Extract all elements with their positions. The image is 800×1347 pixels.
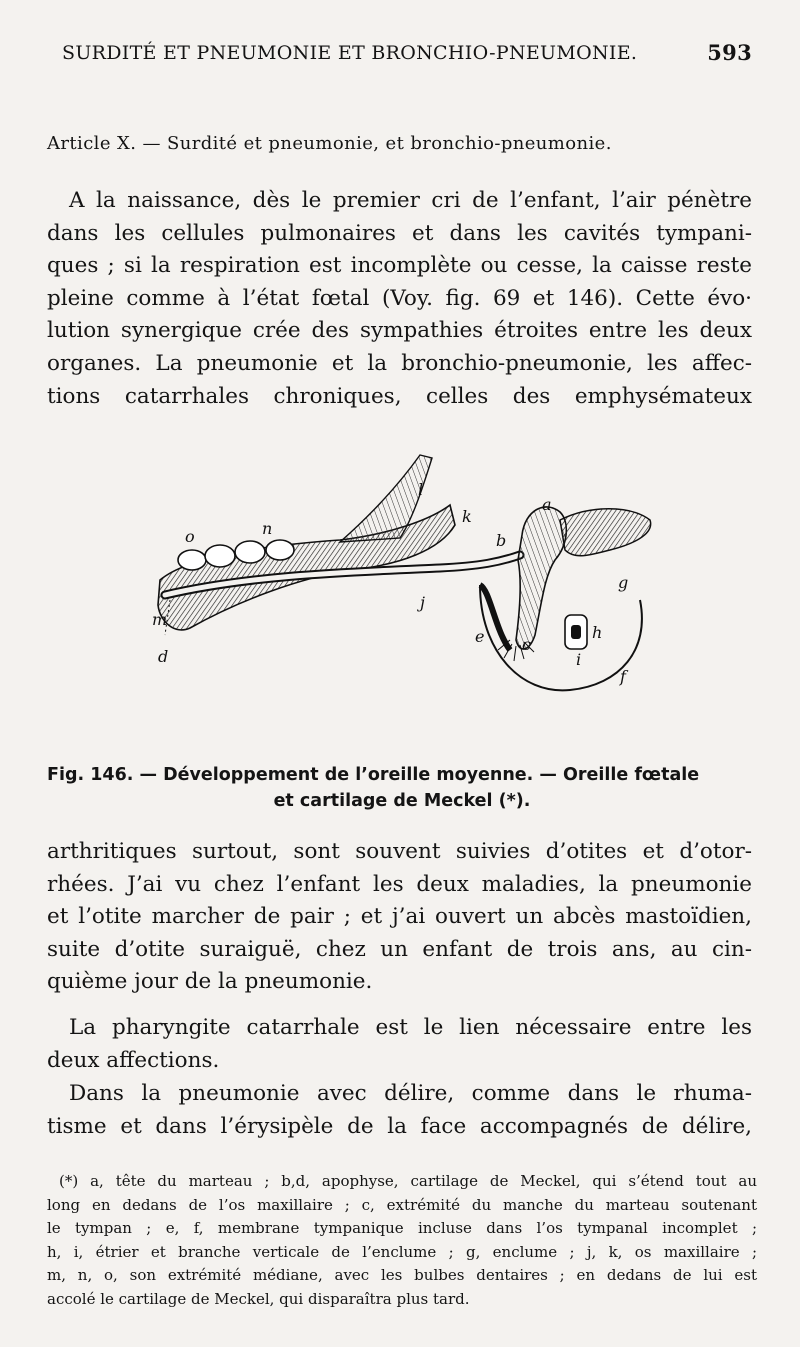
text-line: suite d’otite suraiguë, chez un enfant de trois ans, au cin-: [47, 936, 752, 962]
figure-label: f: [620, 667, 626, 686]
text-line: ques ; si la respiration est incomplète ou cesse, la caisse reste: [47, 253, 752, 279]
caption-line: Fig. 146. — Développement de l’oreille moyenne. — Oreille fœtale: [47, 765, 700, 785]
text-line: organes. La pneumonie et la bronchio-pneumonie, les affec-: [47, 350, 752, 376]
paragraph-2: [47, 836, 752, 999]
text-line: lution synergique crée des sympathies étroites entre les deux: [47, 318, 752, 344]
footnote-line: (*) a, tête du marteau ; b,d, apophyse, cartilage de Meckel, qui s’étend tout au: [59, 1172, 757, 1190]
fetal-ear-illustration: [150, 450, 680, 700]
page-number: 593: [707, 40, 752, 65]
text-line: Dans la pneumonie avec délire, comme dans le rhuma-: [69, 1081, 752, 1106]
figure-label: e: [475, 627, 485, 646]
footnote-line: h, i, étrier et branche verticale de l’enclume ; g, enclume ; j, k, os maxillaire ;: [47, 1242, 757, 1261]
text-line: tisme et dans l’érysipèle de la face accompagnés de délire,: [47, 1113, 752, 1139]
dental-bulb-shape: [266, 540, 294, 560]
figure-label: o: [185, 527, 195, 546]
stapes-foramen-shape: [571, 625, 581, 639]
incus-shape: [560, 509, 651, 556]
figure-label: a: [542, 495, 552, 514]
text-line: rhées. J’ai vu chez l’enfant les deux maladies, la pneumonie: [47, 871, 752, 897]
paragraph-3: [47, 1012, 752, 1077]
figure-label: h: [592, 623, 603, 642]
footnote-line: long en dedans de l’os maxillaire ; c, extrémité du manche du marteau soutenant: [47, 1195, 757, 1214]
text-line: quième jour de la pneumonie.: [47, 969, 373, 995]
text-line: deux affections.: [47, 1047, 220, 1073]
dental-bulb-shape: [205, 545, 235, 567]
figure-label: c: [522, 635, 531, 654]
footnote-line: accolé le cartilage de Meckel, qui disparaîtra plus tard.: [47, 1289, 470, 1308]
figure-label: j: [420, 593, 425, 612]
footnote: [47, 1170, 757, 1311]
text-line: pleine comme à l’état fœtal (Voy. fig. 69 et 146). Cette évo·: [47, 285, 752, 311]
text-line: dans les cellules pulmonaires et dans les cavités tympani-: [47, 220, 752, 246]
figure-label: n: [262, 519, 273, 538]
figure-label: k: [462, 507, 472, 526]
malleus-shape: [516, 507, 566, 649]
text-line: tions catarrhales chroniques, celles des emphysémateux: [47, 383, 752, 409]
figure-label: i: [576, 650, 582, 669]
footnote-line: m, n, o, son extrémité médiane, avec les bulbes dentaires ; en dedans de lui est: [47, 1266, 757, 1284]
dental-bulb-shape: [235, 541, 265, 563]
text-line: A la naissance, dès le premier cri de l’enfant, l’air pénètre: [69, 188, 752, 213]
figure-label: d: [158, 647, 169, 666]
article-heading: Article X. — Surdité et pneumonie, et bronchio-pneumonie.: [47, 133, 612, 154]
dental-bulb-shape: [178, 550, 206, 570]
running-title: SURDITÉ ET PNEUMONIE ET BRONCHIO-PNEUMONIE.: [62, 42, 638, 64]
caption-line: et cartilage de Meckel (*).: [273, 791, 531, 811]
text-line: La pharyngite catarrhale est le lien nécessaire entre les: [69, 1015, 752, 1040]
text-line: arthritiques surtout, sont souvent suivies d’otites et d’otor-: [47, 839, 752, 864]
figure-label: b: [496, 531, 507, 550]
figure-label: l: [418, 480, 424, 499]
paragraph-4: [47, 1078, 752, 1143]
figure-label: m: [152, 610, 168, 629]
text-line: et l’otite marcher de pair ; et j’ai ouvert un abcès mastoïdien,: [47, 904, 752, 930]
figure-label: g: [618, 573, 629, 592]
figure-caption: [47, 762, 757, 814]
footnote-line: le tympan ; e, f, membrane tympanique incluse dans l’os tympanal incomplet ;: [47, 1219, 757, 1237]
paragraph-1: [47, 185, 752, 413]
